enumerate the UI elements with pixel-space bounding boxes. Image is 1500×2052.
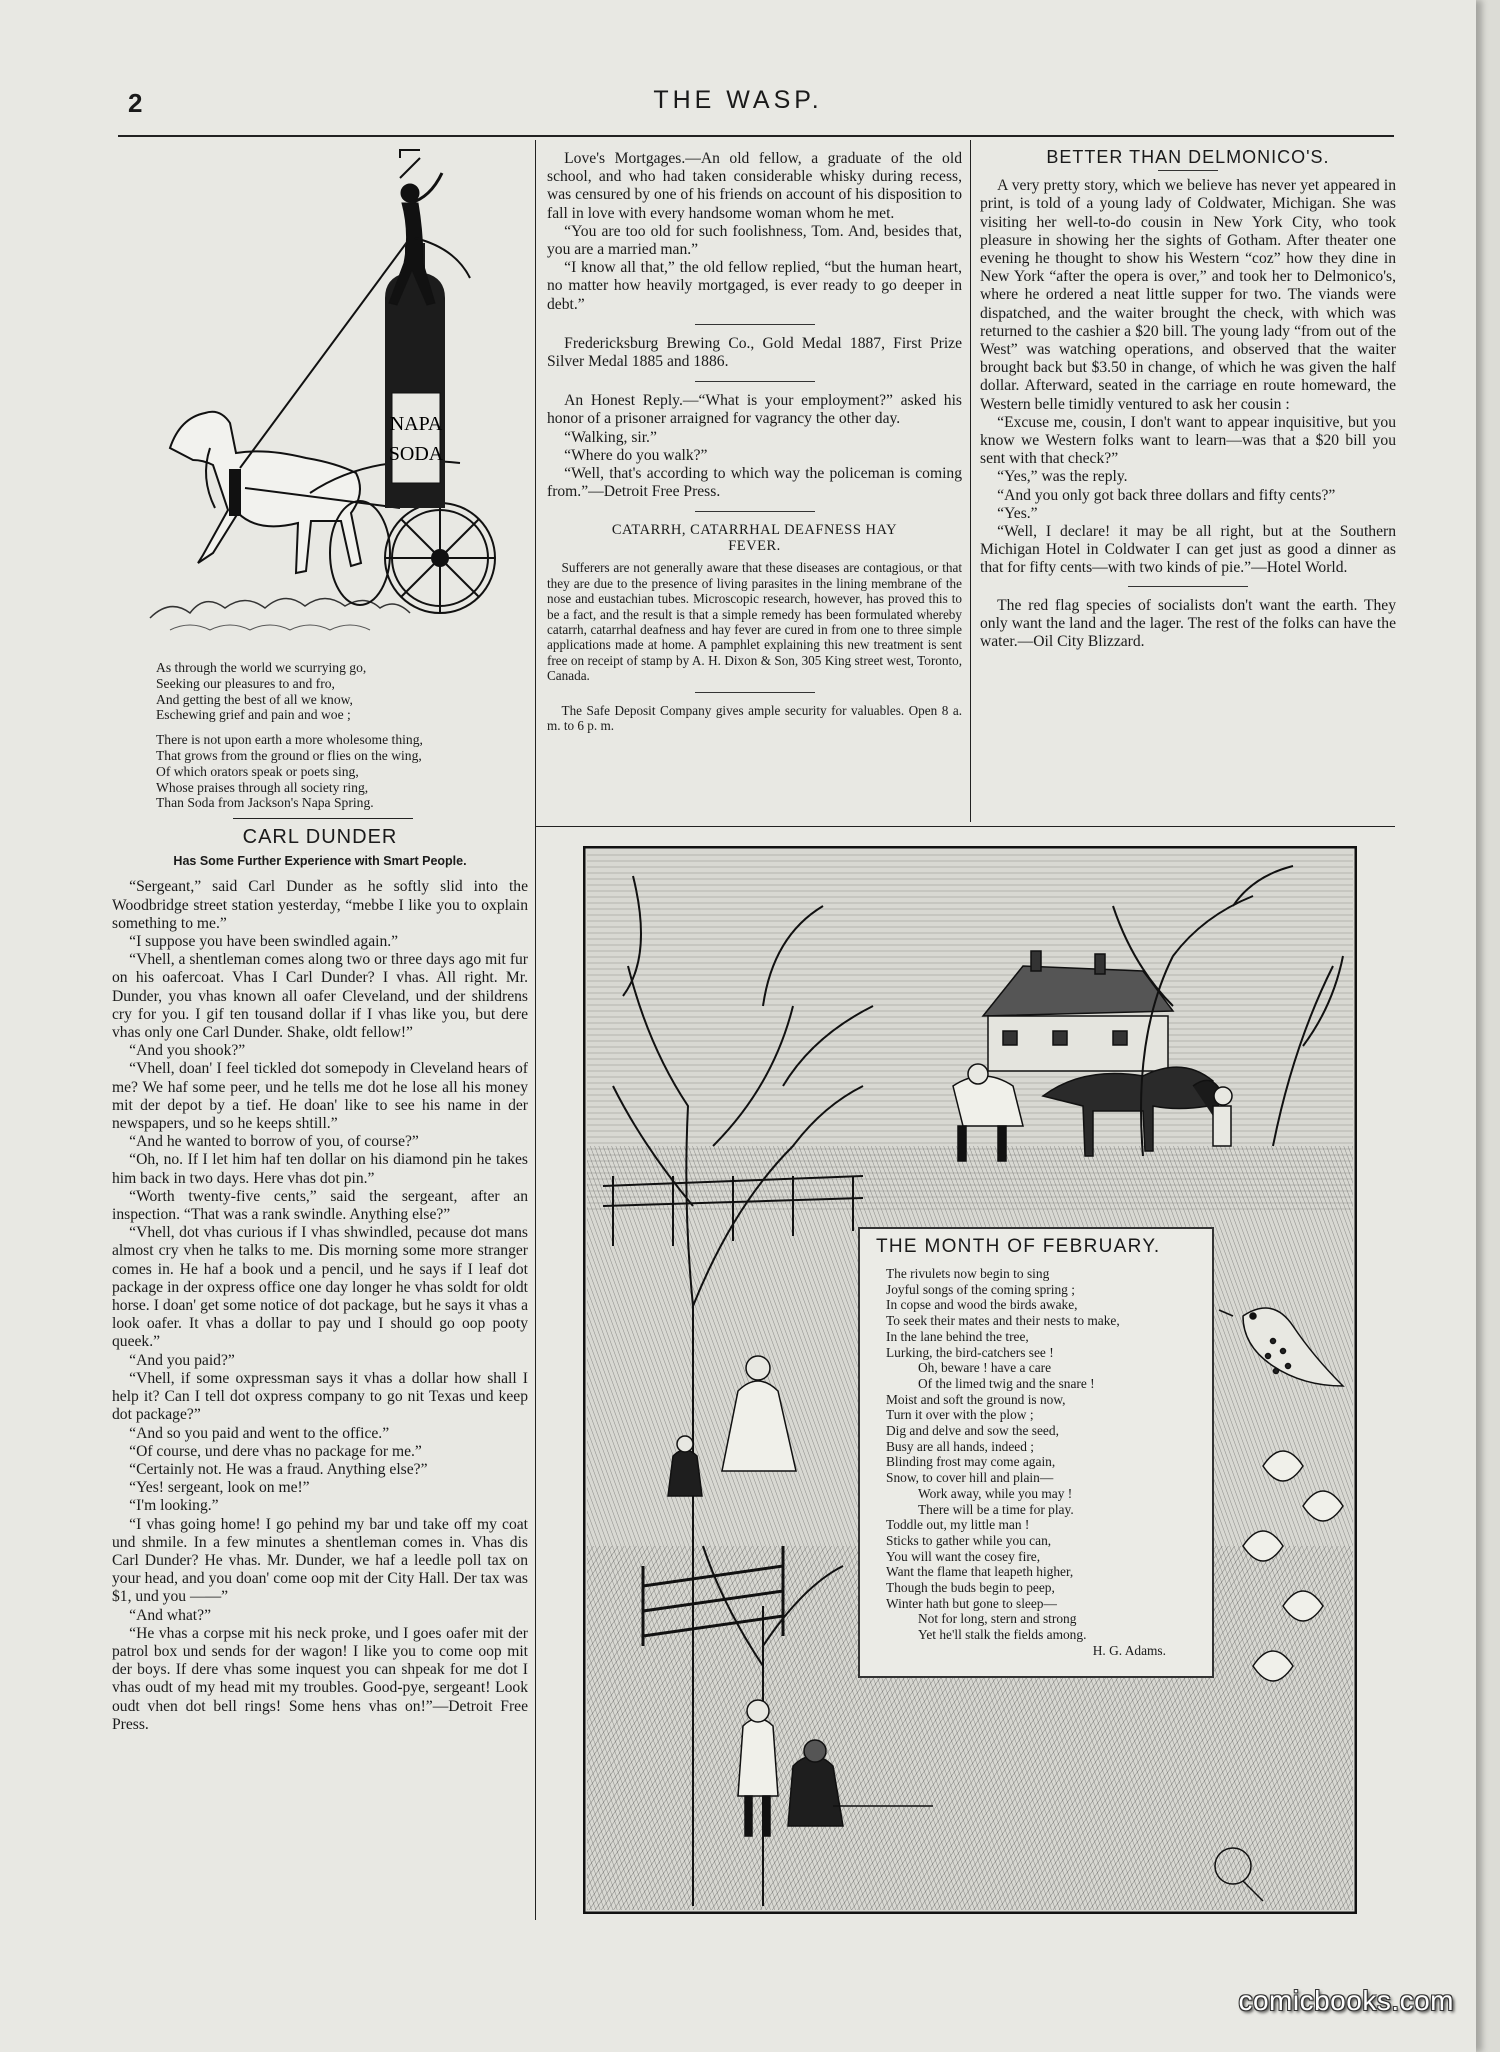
poem-line: Yet he'll stalk the fields among. (918, 1627, 1087, 1643)
poem-line: Joyful songs of the coming spring ; (886, 1281, 1075, 1297)
masthead-title: THE WASP. (653, 86, 823, 114)
middle-column (547, 150, 962, 734)
column-divider (970, 140, 971, 822)
soda-bottle (385, 243, 445, 508)
poem-line: As through the world we scurrying go, (156, 660, 367, 675)
brewing-notice: Fredericksburg Brewing Co., Gold Medal 1887, First Prize Silver Medal 1885 and 1886. (547, 334, 962, 371)
poem-line: Want the flame that leapeth higher, (886, 1564, 1074, 1580)
poem-line: Not for long, stern and strong (918, 1611, 1077, 1627)
paragraph: “Vhell, if some oxpressman says it vhas a dollar how shall I help it? Can I tell dot oxpress company to go nit Texas und keep dot package?” (112, 1369, 528, 1424)
short-rule (695, 381, 815, 382)
paragraph: “And so you paid and went to the office.” (129, 1424, 390, 1442)
paragraph: “And you paid?” (129, 1351, 235, 1369)
poem-line: Sticks to gather while you can, (886, 1532, 1052, 1548)
poem-line: Blinding frost may come again, (886, 1454, 1056, 1470)
page-number: 2 (128, 88, 143, 118)
poem-line: To seek their mates and their nests to make, (886, 1313, 1120, 1329)
february-poem-box (858, 1227, 1214, 1678)
poem-line: Than Soda from Jackson's Napa Spring. (156, 795, 374, 811)
poem-line: And getting the best of all we know, (156, 691, 353, 707)
poem-author: H. G. Adams. (1092, 1642, 1166, 1658)
paragraph: “And you shook?” (129, 1042, 246, 1060)
poem-title: THE MONTH OF FEBRUARY. (876, 1236, 1161, 1257)
paragraph: “Vhell, a shentleman comes along two or three days ago mit fur on his oafercoat. Vhas I Carl Dunder? I vhas. All right. Mr. Dunder, you vhas known all oafer Cleveland, und der shildrens cry for you. I gif ten tousand dollar if I vhas like you, but dere vhas only one Carl Dunder. Shake, oldt fellow!” (112, 951, 528, 1042)
poem-line: There will be a time for play. (918, 1501, 1074, 1517)
paragraph: “Certainly not. He was a fraud. Anything else?” (129, 1460, 428, 1478)
paragraph: “Well, I declare! it may be all right, but at the Southern Michigan Hotel in Coldwater I can get just as good a dinner as that for fifty cents—with two kinds of pie.”—Hotel World. (980, 523, 1396, 577)
poem-line: Turn it over with the plow ; (886, 1407, 1034, 1423)
paragraph: “Of course, und dere vhas no package for me.” (129, 1442, 422, 1460)
paragraph: “I suppose you have been swindled again.” (129, 933, 399, 951)
safe-deposit-notice: The Safe Deposit Company gives ample security for valuables. Open 8 a. m. to 6 p. m. (547, 702, 962, 734)
paragraph: “Vhell, dot vhas curious if I vhas shwindled, pecause dot mans almost cry vhen he talks to me. Dis morning some more stranger comes in. He haf a book und a pencil, und he says if I leaf dot package in der oxpress office one day longer he vhas soldt for oldt horse. I doan' get some notice of dot package, but he says it vhas a look oafer. It vhas a dollar to pay und I should go oop pooty queek.” (112, 1224, 528, 1351)
paragraph: “And what?” (129, 1606, 211, 1624)
poem-line: Of which orators speak or poets sing, (156, 763, 359, 779)
paragraph: “Yes! sergeant, look on me!” (129, 1479, 310, 1497)
poem-line: Whose praises through all society ring, (156, 779, 369, 795)
paragraph: “Sergeant,” said Carl Dunder as he softly slid into the Woodbridge street station yesterday, “mebbe I like you to oxplain something to me.” (112, 878, 528, 932)
svg-text:SODA: SODA (388, 443, 444, 465)
short-rule (1128, 586, 1248, 587)
napa-soda-illustration (110, 148, 530, 648)
paragraph: “Vhell, doan' I feel tickled dot somepody in Cleveland hears of me? We haf some peer, und he tells me dot he lose all his money mit der depot by a tief. He doan' like to see his name in der newspapers, und so he keeps shtill.” (112, 1060, 528, 1133)
horse-drawing (170, 412, 361, 573)
poem-line: Seeking our pleasures to and fro, (156, 675, 335, 691)
delmonicos-article (980, 148, 1396, 651)
poem-line: Winter hath but gone to sleep— (886, 1595, 1057, 1611)
february-poem (886, 1266, 1206, 1659)
poem-line: Moist and soft the ground is now, (886, 1391, 1066, 1407)
column-divider (535, 140, 536, 1920)
poem-line: Busy are all hands, indeed ; (886, 1438, 1035, 1454)
article-title: CARL DUNDER (242, 826, 398, 848)
paragraph: “Oh, no. If I let him haf ten dollar on his diamond pin he takes him back in two days. Here vhas dot pin.” (112, 1151, 528, 1187)
short-rule (695, 692, 815, 693)
catarrh-ad: Sufferers are not generally aware that these diseases are contagious, or that they are due to the presence of living parasites in the lining membrane of the nose and eustachian tubes. Microscopic research, however, has proved this to be a fact, and the result is that a simple remedy has been formulated whereby catarrh, catarrhal deafness and hay fever are cured in from one to three simple applications made at home. A pamphlet explaining this new treatment is sent free on receipt of stamp by A. H. Dixon & Son, 305 King street west, Toronto, Canada. (547, 560, 962, 684)
paragraph: “Excuse me, cousin, I don't want to appear inquisitive, but you know we Western folks want to learn—was that a $20 bill you sent with that check?” (980, 413, 1396, 468)
paragraph: “I vhas going home! I go pehind my bar und take off my coat und shmile. In a few minutes a shentleman comes in. Vhas dis Carl Dunder? He vhas. Mr. Dunder, we haf a leedle poll tax on your head, and you doan' come oop mit der City Hall. Der tax was $1, und you ——” (112, 1515, 528, 1606)
paragraph: “He vhas a corpse mit his neck proke, und I goes oafer mit der patrol box und sends for der wagon! I like you to come oop mit der boys. If dere vhas some inquest you can shpeak for me dot I vhas oudt of my head mit my troubles. Good-pye, sergeant! Look oudt vhen dot bell rings! Some hens vhas on!”—Detroit Free Press. (112, 1624, 528, 1733)
paragraph: “And you only got back three dollars and fifty cents?” (997, 486, 1336, 504)
article-title: BETTER THAN DELMONICO'S. (1046, 147, 1330, 167)
paragraph: A very pretty story, which we believe has never yet appeared in print, is told of a young lady of Coldwater, Michigan. She was visiting her well-to-do cousin in New York City, who took pleasure in showing her the sights of Gotham. After theater one evening he thought to show his Western “coz” how they dine in New York “after the opera is over,” and took her to Delmonico's, where he ordered a neat little supper for two. The viands were dispatched, and the waiter brought the check, with which was returned to the cashier a $20 bill. The young lady “from out of the West” was watching operations, and observed that the waiter brought back but $3.50 in change, of which he was given the half dollar. Afterward, seated in the carriage en route homeward, the Western belle timidly ventured to ask her cousin : (980, 177, 1396, 413)
paragraph: “Yes,” was the reply. (997, 468, 1128, 486)
poem-line: Toddle out, my little man ! (886, 1517, 1030, 1533)
paragraph: “And he wanted to borrow of you, of course?” (129, 1133, 419, 1151)
carl-dunder-article (112, 828, 528, 1734)
poem-line: Of the limed twig and the snare ! (918, 1375, 1095, 1391)
paragraph: “Where do you walk?” (564, 446, 708, 464)
short-rule (1158, 170, 1218, 171)
poem-line: Dig and delve and sow the seed, (886, 1423, 1059, 1439)
poem-line: Lurking, the bird-catchers see ! (886, 1344, 1054, 1360)
paragraph: “Walking, sir.” (564, 428, 657, 446)
soda-poem (156, 660, 496, 811)
short-rule (695, 511, 815, 512)
poem-line: You will want the cosey fire, (886, 1548, 1041, 1564)
loves-mortgages-paragraph: Love's Mortgages.—An old fellow, a graduate of the old school, and who had taken considerable whisky during recess, was censured by one of his friends on account of his disposition to fall in love with every handsome woman whom he met. (547, 150, 962, 222)
article-subtitle: Has Some Further Experience with Smart People. (173, 854, 467, 869)
poem-line: In the lane behind the tree, (886, 1328, 1029, 1344)
watermark: comicbooks.com (1238, 1985, 1454, 2016)
poem-line: Oh, beware ! have a care (918, 1360, 1052, 1376)
poem-line: Work away, while you may ! (918, 1485, 1073, 1501)
poem-line: There is not upon earth a more wholesome thing, (156, 732, 423, 748)
poem-line: Though the buds begin to peep, (886, 1580, 1055, 1596)
header-rule (118, 135, 1394, 137)
paragraph: “I'm looking.” (129, 1497, 219, 1515)
socialists-paragraph: The red flag species of socialists don't want the earth. They only want the land and the lager. The rest of the folks can have the water.—Oil City Blizzard. (980, 596, 1396, 651)
poem-line: In copse and wood the birds awake, (886, 1297, 1078, 1313)
poem-line: The rivulets now begin to sing (886, 1266, 1050, 1281)
short-rule (695, 324, 815, 325)
paragraph: “I know all that,” the old fellow replied, “but the human heart, no matter how heavily mortgaged, is ever ready to go deeper in debt.” (547, 259, 962, 313)
honest-reply-paragraph: An Honest Reply.—“What is your employment?” asked his honor of a prisoner arraigned for vagrancy the other day. (547, 392, 962, 428)
svg-text:NAPA: NAPA (389, 413, 443, 435)
paragraph: “You are too old for such foolishness, Tom. And, besides that, you are a married man.” (547, 222, 962, 259)
poem-line: That grows from the ground or flies on the wing, (156, 747, 422, 763)
paragraph: “Yes.” (997, 504, 1038, 522)
poem-line: Eschewing grief and pain and woe ; (156, 707, 351, 723)
catarrh-heading: CATARRH, CATARRHAL DEAFNESS HAY FEVER. (611, 522, 898, 555)
poem-line: Snow, to cover hill and plain— (886, 1470, 1054, 1486)
paragraph: “Well, that's according to which way the policeman is coming from.”—Detroit Free Press. (547, 465, 962, 501)
section-divider (535, 826, 1395, 827)
paragraph: “Worth twenty-five cents,” said the sergeant, after an inspection. “That was a rank swindle. Anything else?” (112, 1187, 528, 1224)
short-rule (233, 818, 413, 819)
